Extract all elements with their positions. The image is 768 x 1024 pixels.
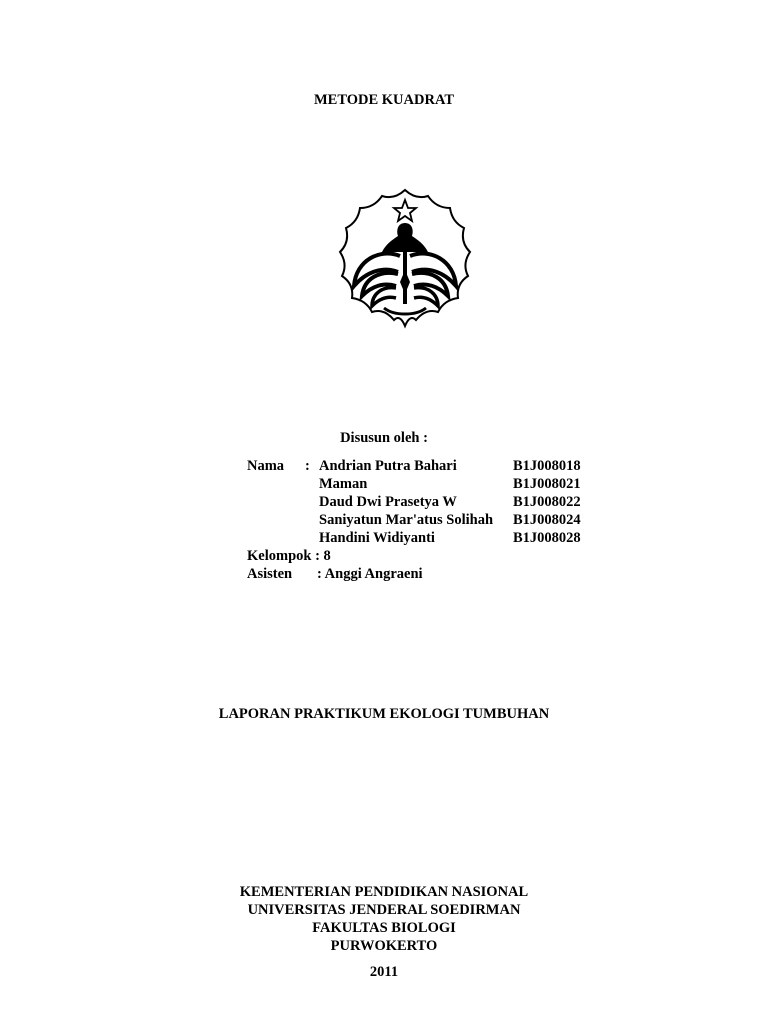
member-name: Daud Dwi Prasetya W <box>319 494 457 510</box>
member-name: Handini Widiyanti <box>319 530 435 546</box>
name-label: Nama <box>247 458 285 474</box>
assistant-value: : Anggi Angraeni <box>317 566 423 582</box>
member-nim: B1J008028 <box>513 530 581 546</box>
document-title: METODE KUADRAT <box>313 92 455 108</box>
member-nim: B1J008021 <box>513 476 581 492</box>
assistant-label: Asisten <box>247 566 293 582</box>
group-line: Kelompok : 8 <box>247 548 331 564</box>
institution-ministry: KEMENTERIAN PENDIDIKAN NASIONAL <box>239 884 529 900</box>
institution-city: PURWOKERTO <box>330 938 438 954</box>
institution-university: UNIVERSITAS JENDERAL SOEDIRMAN <box>247 902 521 918</box>
document-year: 2011 <box>369 964 399 980</box>
member-name: Maman <box>319 476 368 492</box>
member-nim: B1J008018 <box>513 458 581 474</box>
compiled-by-label: Disusun oleh : <box>340 430 428 446</box>
member-name: Saniyatun Mar'atus Solihah <box>319 512 494 528</box>
member-nim: B1J008022 <box>513 494 581 510</box>
member-nim: B1J008024 <box>513 512 581 528</box>
report-title: LAPORAN PRAKTIKUM EKOLOGI TUMBUHAN <box>218 706 550 722</box>
member-name: Andrian Putra Bahari <box>319 458 457 474</box>
university-emblem-icon <box>330 186 480 336</box>
name-colon: : <box>305 458 310 474</box>
institution-faculty: FAKULTAS BIOLOGI <box>312 920 456 936</box>
